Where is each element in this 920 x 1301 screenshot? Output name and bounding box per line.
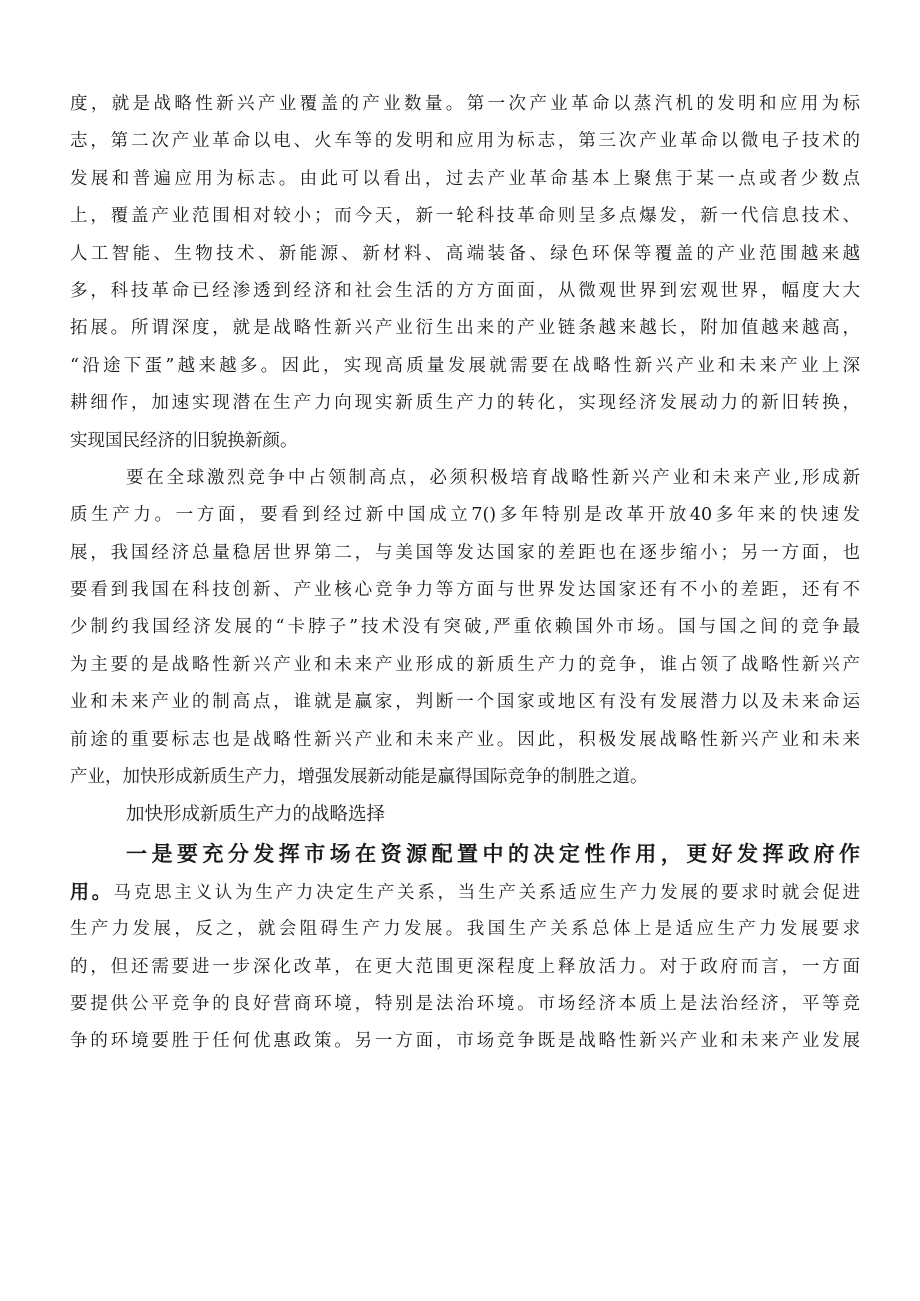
text-line: 前途的重要标志也是战略性新兴产业和未来产业。因此，积极发展战略性新兴产业和未来 [70,729,860,750]
text-line: 业和未来产业的制高点，谁就是赢家，判断一个国家或地区有没有发展潜力以及未来命运 [70,692,860,713]
text-line: 上，覆盖产业范围相对较小；而今天，新一轮科技革命则呈多点爆发，新一代信息技术、 [70,206,860,227]
text-line: 要提供公平竞争的良好营商环境，特别是法治环境。市场经济本质上是法治经济，平等竞 [70,993,860,1014]
text-line [70,874,860,911]
text-line: 耕细作，加速实现潜在生产力向现实新质生产力的转化，实现经济发展动力的新旧转换， [70,393,860,414]
paragraph-market-and-government [70,874,860,1061]
text-line: 多，科技革命已经渗透到经济和社会生活的方方面面，从微观世界到宏观世界，幅度大大 [70,280,860,301]
text-line: 的，但还需要进一步深化改革，在更大范围更深程度上释放活力。对于政府而言，一方面 [70,956,860,977]
bold-lead: 用。 [70,880,114,903]
text-line: 志，第二次产业革命以电、火车等的发明和应用为标志，第三次产业革命以微电子技术的 [70,131,860,152]
text-line: 展，我国经济总量稳居世界第二，与美国等发达国家的差距也在逐步缩小；另一方面，也 [70,542,860,563]
text-line: 产业，加快形成新质生产力，增强发展新动能是赢得国际竞争的制胜之道。 [70,767,648,788]
text-line: 拓展。所谓深度，就是战略性新兴产业衍生出来的产业链条越来越长，附加值越来越高， [70,318,860,339]
text-line: 要在全球激烈竞争中占领制高点，必须积极培育战略性新兴产业和未来产业,形成新 [126,467,860,488]
document-body [70,86,860,1061]
text-line: 人工智能、生物技术、新能源、新材料、高端装备、绿色环保等覆盖的产业范围越来越 [70,243,860,264]
section-subheading: 加快形成新质生产力的战略选择 [126,804,386,826]
paragraph-global-competition [70,460,860,797]
text-line: 度，就是战略性新兴产业覆盖的产业数量。第一次产业革命以蒸汽机的发明和应用为标 [70,94,860,114]
first-line-rest: 马克思主义认为生产力决定生产关系，当生产关系适应生产力发展的要求时就会促进 [113,882,860,903]
text-line: 实现国民经济的旧貌换新颜。 [70,430,298,451]
text-line: 发展和普遍应用为标志。由此可以看出，过去产业革命基本上聚焦于某一点或者少数点 [70,168,860,189]
text-line: 质生产力。一方面，要看到经过新中国成立7()多年特别是改革开放40多年来的快速发 [70,505,860,526]
text-line: “沿途下蛋”越来越多。因此，实现高质量发展就需要在战略性新兴产业和未来产业上深 [70,355,860,376]
text-line: 争的环境要胜于任何优惠政策。另一方面，市场竞争既是战略性新兴产业和未来产业发展 [70,1031,860,1052]
text-line: 生产力发展，反之，就会阻碍生产力发展。我国生产关系总体上是适应生产力发展要求 [70,919,860,940]
bold-heading-line: 一是要充分发挥市场在资源配置中的决定性作用，更好发挥政府作 [126,840,860,866]
text-line: 为主要的是战略性新兴产业和未来产业形成的新质生产力的竞争，谁占领了战略性新兴产 [70,654,860,675]
paragraph-industry-revolutions [70,86,860,460]
text-line: 要看到我国在科技创新、产业核心竞争力等方面与世界发达国家还有不小的差距，还有不 [70,580,860,601]
text-line: 少制约我国经济发展的“卡脖子”技术没有突破,严重依赖国外市场。国与国之间的竞争最 [70,617,860,638]
